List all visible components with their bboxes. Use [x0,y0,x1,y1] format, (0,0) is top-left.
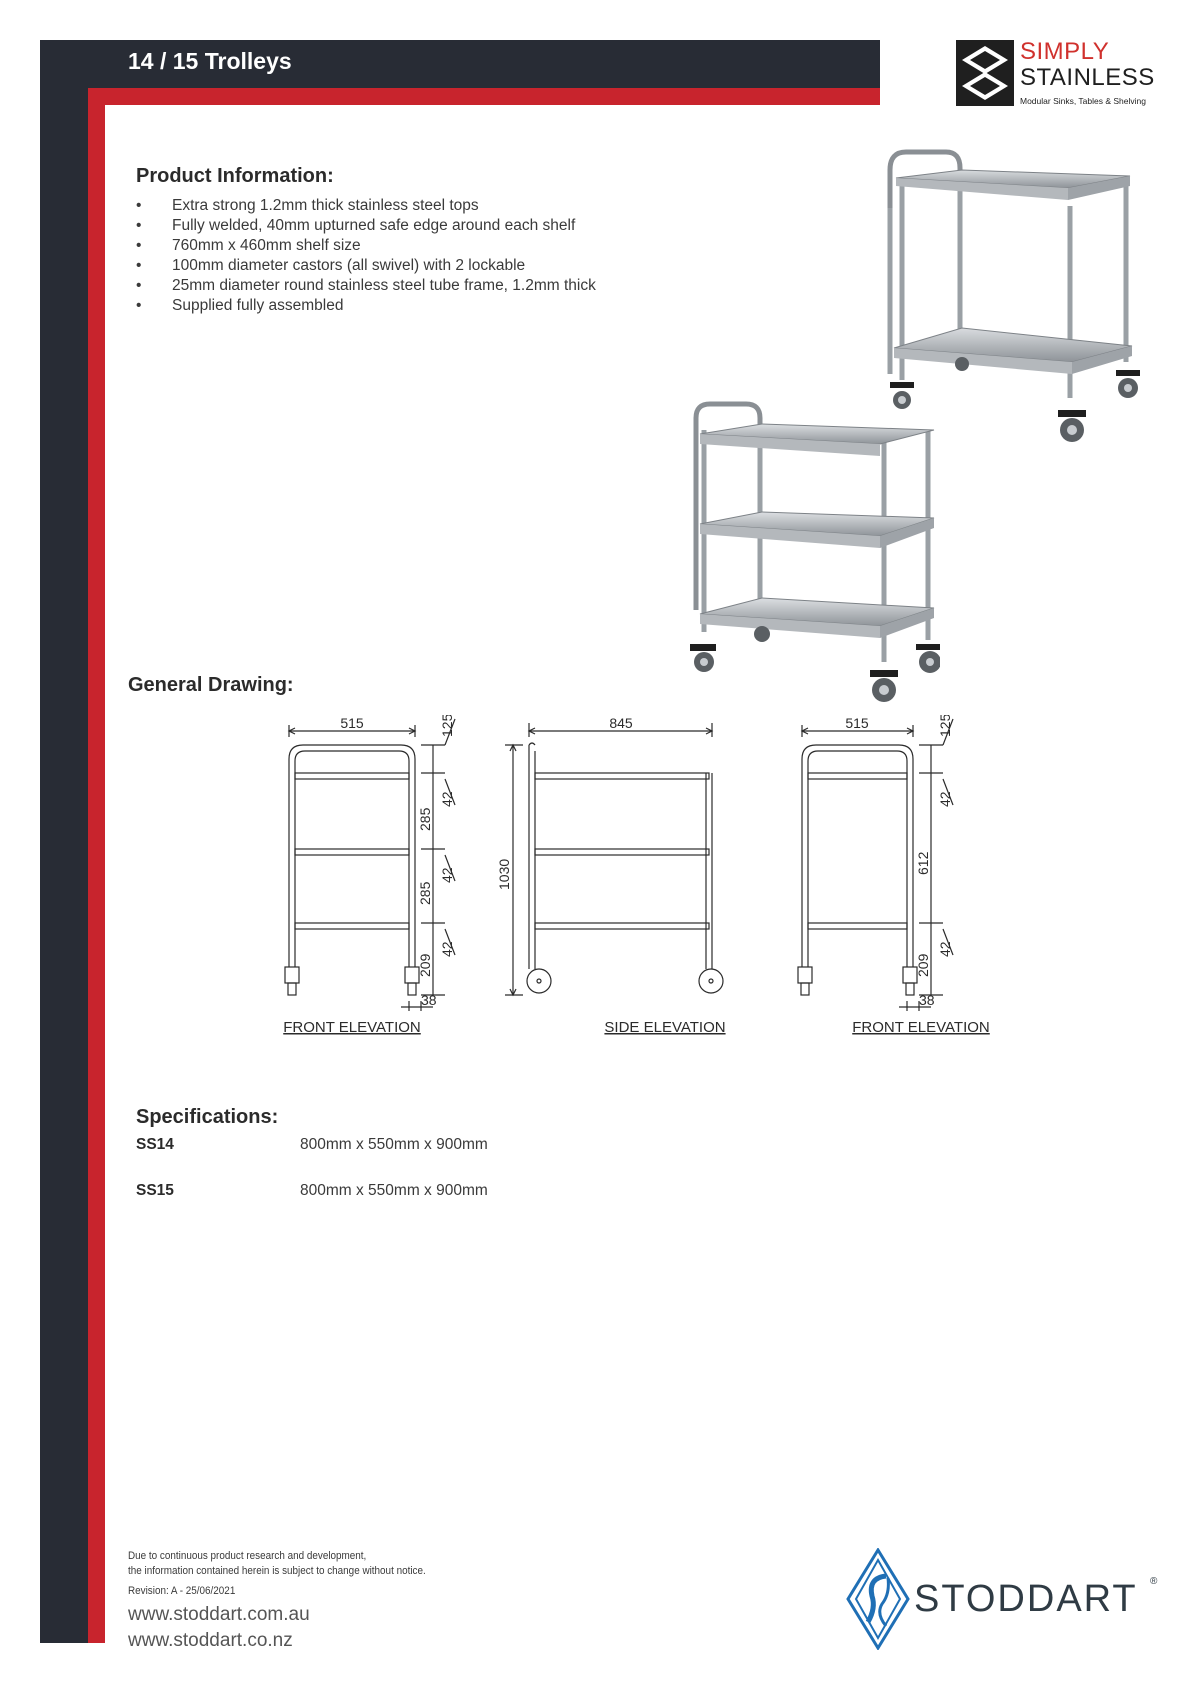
disclaimer-line: the information contained herein is subject to change without notice. [128,1565,426,1577]
caption-side-elevation: SIDE ELEVATION [604,1019,726,1036]
caption-front-elevation-right: FRONT ELEVATION [852,1019,990,1036]
simply-stainless-mark-icon [956,40,1014,106]
revision-note: Revision: A - 25/06/2021 [128,1585,236,1597]
dim-top-front-left: 125 [439,715,455,737]
dim-gap1-front-right: 42 [937,791,953,807]
dim-width-side: 845 [609,715,633,731]
dim-gap2-front-right: 42 [937,941,953,957]
dim-castor-front-left: 38 [421,992,437,1008]
website-link-au[interactable]: www.stoddart.com.au [128,1604,310,1625]
dim-bottom-front-left: 209 [417,953,433,977]
list-item: • Supplied fully assembled [136,296,596,316]
dim-castor-front-right: 38 [919,992,935,1008]
dim-width-front-left: 515 [340,715,364,731]
dim-top-front-right: 125 [937,715,953,737]
brand-word-stainless: STAINLESS [1020,64,1155,91]
dim-gap2-front-left: 42 [439,867,455,883]
stoddart-wordmark: STODDART [914,1578,1138,1620]
general-drawing [255,715,1055,1045]
spec-model-code: SS14 [136,1136,174,1153]
dim-shelf1-front-left: 285 [417,807,433,831]
general-drawing-heading: General Drawing: [128,674,294,696]
page-title: 14 / 15 Trolleys [128,48,292,74]
dim-gap1-front-left: 42 [439,791,455,807]
list-item: • 760mm x 460mm shelf size [136,236,596,256]
dim-span-front-right: 612 [915,851,931,875]
spec-model-code: SS15 [136,1182,174,1199]
list-item: • Fully welded, 40mm upturned safe edge around each shelf [136,216,596,236]
dim-width-front-right: 515 [845,715,869,731]
dim-bottom-front-right: 209 [915,953,931,977]
left-band [40,40,88,1643]
stoddart-diamond-icon [846,1548,910,1650]
website-link-nz[interactable]: www.stoddart.co.nz [128,1630,293,1651]
brand-word-simply: SIMPLY [1020,38,1110,65]
specifications-heading: Specifications: [136,1106,279,1128]
list-item: • 25mm diameter round stainless steel tube frame, 1.2mm thick [136,276,596,296]
simply-stainless-logo [956,38,1166,110]
stoddart-logo [846,1548,1168,1650]
three-tier-trolley-image [684,400,940,706]
list-item: • Extra strong 1.2mm thick stainless steel tops [136,196,596,216]
caption-front-elevation-left: FRONT ELEVATION [283,1019,421,1036]
dim-gap3-front-left: 42 [439,941,455,957]
spec-dimensions: 800mm x 550mm x 900mm [300,1182,488,1199]
registered-mark: ® [1150,1576,1158,1587]
header-accent-stripe [88,88,880,105]
brand-tagline: Modular Sinks, Tables & Shelving [1020,96,1146,106]
side-elevation [505,723,723,995]
list-item: • 100mm diameter castors (all swivel) with 2 lockable [136,256,596,276]
product-info-heading: Product Information: [136,165,334,187]
left-accent-stripe [88,88,105,1643]
product-info-list [136,196,596,316]
spec-dimensions: 800mm x 550mm x 900mm [300,1136,488,1153]
dim-height-side: 1030 [496,858,512,890]
dim-shelf2-front-left: 285 [417,881,433,905]
disclaimer-line: Due to continuous product research and development, [128,1550,367,1562]
